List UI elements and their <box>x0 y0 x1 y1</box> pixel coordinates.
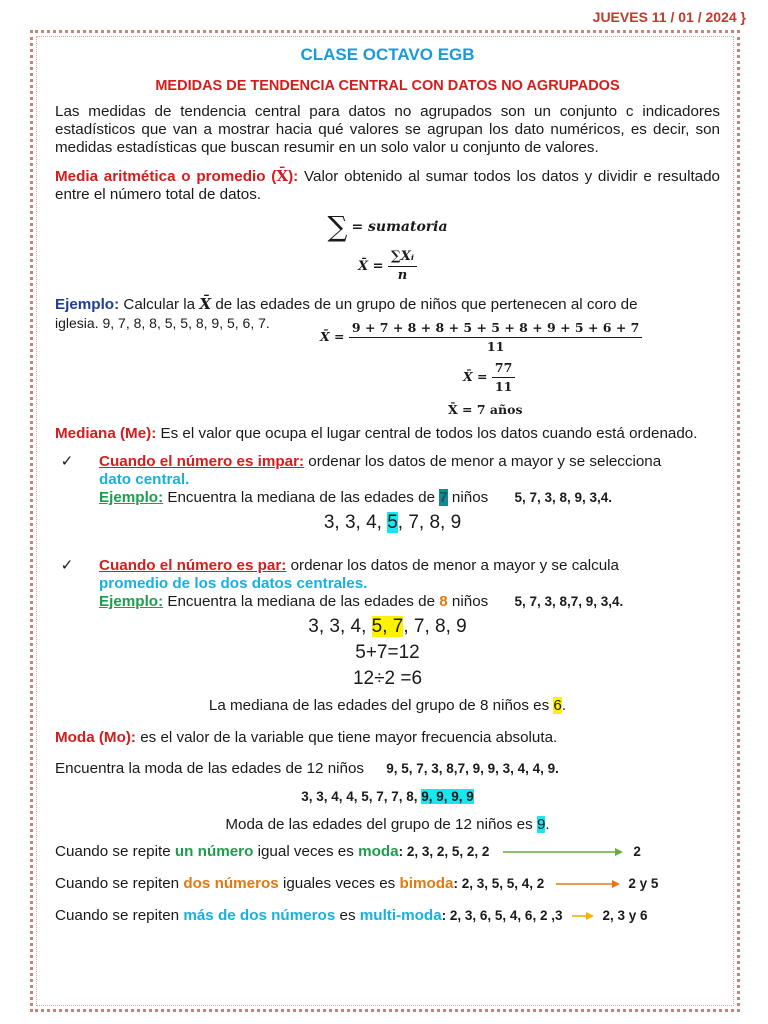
moda-label: Moda (Mo): <box>55 729 136 746</box>
par-sum: 5+7=12 <box>355 642 420 663</box>
eq2-den: 11 <box>494 379 513 394</box>
moda-ej-text: Encuentra la moda de las edades de 12 niños <box>55 760 365 777</box>
impar-highlight: dato central. <box>99 471 190 488</box>
impar-example <box>99 489 720 507</box>
moda-definition <box>55 729 720 747</box>
sum-symbol: ∑ <box>327 210 348 243</box>
moda-ej-data: 9, 5, 7, 3, 8,7, 9, 9, 3, 4, 4, 9. <box>386 761 559 776</box>
par-label: Cuando el número es par: <box>99 557 287 574</box>
par-sequence <box>55 615 720 639</box>
moda-case-row <box>55 842 720 862</box>
eq1-num: 9 + 7 + 8 + 8 + 5 + 5 + 8 + 9 + 5 + 6 + 7 <box>349 319 642 338</box>
intro-paragraph: Las medidas de tendencia central para datos no agrupados son un conjunto c indicadores estadísticos que van a mostrar hacia qué valores se agrupan los dato numéricos, es decir, son medidas estadísticas que buscan resumir en un solo valor u conjunto de valores. <box>55 103 720 156</box>
mediana-definition <box>55 425 720 443</box>
mean-formula-lhs: X̄ = <box>357 259 384 274</box>
ejemplo1-text-b: de las edades de un grupo de niños que pertenecen al coro de <box>211 296 638 313</box>
orange-arrow-icon <box>554 878 622 890</box>
par-text: ordenar los datos de menor a mayor y se calcula <box>286 557 619 574</box>
eq1-den: 11 <box>486 339 505 354</box>
par-div: 12÷2 =6 <box>352 668 423 689</box>
impar-sequence <box>65 511 720 535</box>
par-rule <box>99 557 720 575</box>
ejemplo1-label: Ejemplo: <box>55 296 120 313</box>
impar-ej-after: niños <box>447 489 489 506</box>
green-arrow-icon <box>501 846 625 858</box>
moda-case-row <box>55 906 720 926</box>
par-ej-label: Ejemplo: <box>99 593 164 610</box>
par-seq-b: , 7, 8, 9 <box>403 616 467 637</box>
document-body <box>55 44 720 926</box>
impar-seq-b: , 7, 8, 9 <box>397 512 462 533</box>
impar-seq-mid: 5 <box>387 512 398 533</box>
par-ej-text: Encuentra la mediana de las edades de <box>163 593 440 610</box>
par-highlight: promedio de los dos datos centrales. <box>99 575 368 592</box>
eq1-fraction <box>349 319 642 356</box>
ejemplo1-text-a: Calcular la <box>119 296 200 313</box>
par-content <box>79 557 720 611</box>
impar-ej-n: 7 <box>439 489 448 506</box>
media-symbol: X̄ <box>276 167 289 185</box>
sum-text: = sumatoria <box>351 219 448 235</box>
mediana-label: Mediana (Me): <box>55 425 157 442</box>
media-definition <box>55 167 720 204</box>
case-data: : 2, 3, 6, 5, 4, 6, 2 ,3 <box>441 908 563 923</box>
date-header: JUEVES 11 / 01 / 2024 } <box>592 9 746 25</box>
moda-result-val: 9 <box>536 816 546 833</box>
par-block <box>55 557 720 611</box>
par-result-val: 6 <box>553 697 562 714</box>
page-title: CLASE OCTAVO EGB <box>300 45 475 64</box>
case-pre: Cuando se repite <box>55 843 171 860</box>
check-icon: ✓ <box>60 557 74 574</box>
case-result: 2, 3 y 6 <box>602 908 648 923</box>
case-kind: moda <box>358 843 399 860</box>
moda-case-row <box>55 874 720 894</box>
mean-formula-num: ∑Xᵢ <box>388 248 417 267</box>
impar-block <box>55 453 720 507</box>
case-mid: igual veces es <box>257 843 354 860</box>
impar-label: Cuando el número es impar: <box>99 453 305 470</box>
case-pre: Cuando se repiten <box>55 875 180 892</box>
moda-sorted <box>55 788 720 806</box>
eq1 <box>320 319 642 356</box>
par-result-b: . <box>561 697 567 714</box>
case-result: 2 <box>633 844 641 859</box>
moda-example <box>55 760 720 778</box>
eq2 <box>463 359 515 396</box>
impar-content <box>79 453 720 507</box>
mediana-text: Es el valor que ocupa el lugar central de todos los datos cuando está ordenado. <box>156 425 698 442</box>
par-result-a: La mediana de las edades del grupo de 8 niños es <box>208 697 554 714</box>
par-ej-data: 5, 7, 3, 8,7, 9, 3,4. <box>514 594 624 609</box>
mean-formula <box>55 248 720 285</box>
media-label-end: ): <box>288 168 299 185</box>
eq1-lhs: X̄ = <box>320 329 345 344</box>
eq3: X̄ = 7 años <box>448 402 523 417</box>
media-text: Valor obtenido al sumar todos los datos y dividir e resultado entre el número total de datos. <box>55 168 721 203</box>
moda-result-b: . <box>545 816 550 833</box>
case-kind: bimoda <box>399 875 454 892</box>
sumatoria-formula <box>55 212 720 242</box>
case-pre: Cuando se repiten <box>55 907 180 924</box>
par-ej-after: niños <box>447 593 489 610</box>
moda-text: es el valor de la variable que tiene mayor frecuencia absoluta. <box>135 729 558 746</box>
page-subtitle: MEDIDAS DE TENDENCIA CENTRAL CON DATOS NO AGRUPADOS <box>155 78 620 94</box>
case-data: : 2, 3, 5, 5, 4, 2 <box>453 876 545 891</box>
moda-sorted-a: 3, 3, 4, 4, 5, 7, 7, 8, <box>301 789 422 804</box>
par-seq-mid: 5, 7 <box>371 616 404 637</box>
case-data: : 2, 3, 2, 5, 2, 2 <box>398 844 490 859</box>
par-seq-a: 3, 3, 4, <box>308 616 372 637</box>
case-kind: multi-moda <box>359 907 442 924</box>
check-icon: ✓ <box>60 453 74 470</box>
par-result <box>55 697 720 715</box>
impar-ej-text: Encuentra la mediana de las edades de <box>163 489 440 506</box>
ejemplo1-symbol: X̄ <box>199 295 212 313</box>
eq2-lhs: X̄ = <box>463 369 488 384</box>
impar-ej-data: 5, 7, 3, 8, 9, 3,4. <box>514 490 613 505</box>
impar-ej-label: Ejemplo: <box>99 489 164 506</box>
mean-formula-fraction <box>388 248 417 285</box>
moda-result-a: Moda de las edades del grupo de 12 niños es <box>225 816 537 833</box>
eq2-num: 77 <box>492 359 515 378</box>
case-highlight: dos números <box>183 875 279 892</box>
impar-seq-a: 3, 3, 4, <box>323 512 388 533</box>
impar-text: ordenar los datos de menor a mayor y se selecciona <box>304 453 662 470</box>
impar-rule <box>99 453 720 471</box>
yellow-arrow-icon <box>570 910 596 922</box>
eq2-fraction <box>492 359 515 396</box>
case-highlight: un número <box>174 843 254 860</box>
ejemplo1-text-c: iglesia. 9, 7, 8, 8, 5, 5, 8, 9, 5, 6, 7. <box>55 315 270 331</box>
case-highlight: más de dos números <box>183 907 336 924</box>
moda-result <box>55 816 720 834</box>
ejemplo1-equations <box>55 319 720 417</box>
media-label: Media aritmética o promedio ( <box>55 168 277 185</box>
case-mid: es <box>339 907 356 924</box>
mean-formula-den: n <box>397 268 408 283</box>
moda-sorted-hl: 9, 9, 9, 9 <box>421 789 474 804</box>
par-ej-n: 8 <box>439 593 448 610</box>
case-result: 2 y 5 <box>628 876 659 891</box>
case-mid: iguales veces es <box>282 875 396 892</box>
par-example <box>99 593 720 611</box>
